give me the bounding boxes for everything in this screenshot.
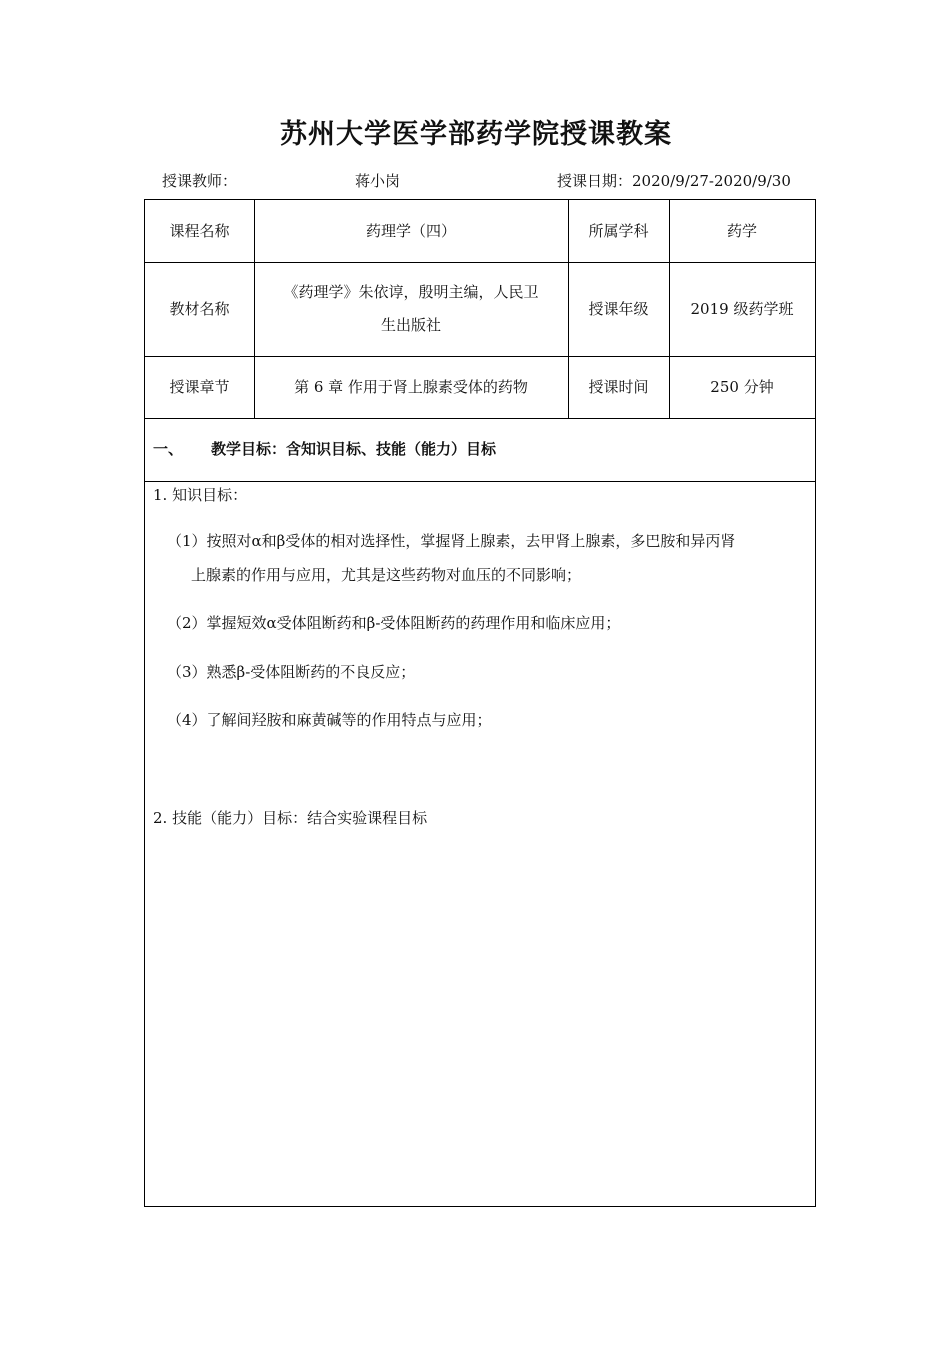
grade-value: 2019 级药学班 xyxy=(690,299,794,318)
subject-label: 所属学科 xyxy=(588,221,649,240)
skill-heading: 2. 技能（能力）目标：结合实验课程目标 xyxy=(153,809,428,827)
objective-item xyxy=(167,655,812,689)
teacher-label: 授课教师： xyxy=(162,172,238,190)
course-name-value: 药理学（四） xyxy=(365,221,456,240)
page-title: 苏州大学医学部药学院授课教案 xyxy=(280,119,672,150)
objective-item xyxy=(167,524,812,592)
course-name-label: 课程名称 xyxy=(169,221,230,240)
objective-item xyxy=(167,703,812,737)
row-divider xyxy=(145,418,815,419)
objective-text: 上腺素的作用与应用，尤其是这些药物对血压的不同影响； xyxy=(191,566,582,584)
teacher-name: 蒋小岗 xyxy=(355,172,401,190)
textbook-value-line: 《药理学》朱依谆，殷明主编，人民卫 xyxy=(283,283,539,301)
lesson-plan-table xyxy=(144,199,816,1207)
section-heading xyxy=(153,438,496,459)
textbook-value-line: 生出版社 xyxy=(380,316,441,334)
time-value: 250 分钟 xyxy=(710,377,774,396)
objective-text: （4）了解间羟胺和麻黄碱等的作用特点与应用； xyxy=(167,711,492,729)
objective-text: （1）按照对α和β受体的相对选择性，掌握肾上腺素，去甲肾上腺素，多巴胺和异丙肾 xyxy=(167,532,736,550)
textbook-value xyxy=(254,262,568,356)
objective-item xyxy=(167,606,812,640)
textbook-label: 教材名称 xyxy=(169,299,230,318)
time-label: 授课时间 xyxy=(588,377,649,396)
subject-value: 药学 xyxy=(726,221,757,240)
chapter-label: 授课章节 xyxy=(169,377,230,396)
objective-text: （2）掌握短效α受体阻断药和β-受体阻断药的药理作用和临床应用； xyxy=(167,614,621,632)
section-title: 教学目标：含知识目标、技能（能力）目标 xyxy=(211,440,497,458)
section-number: 一、 xyxy=(153,440,184,458)
chapter-value: 第 6 章 作用于肾上腺素受体的药物 xyxy=(294,377,528,396)
objective-text: （3）熟悉β-受体阻断药的不良反应； xyxy=(167,663,416,681)
grade-label: 授课年级 xyxy=(588,299,649,318)
lecture-date: 授课日期：2020/9/27-2020/9/30 xyxy=(557,172,791,190)
knowledge-heading: 1. 知识目标： xyxy=(153,486,248,504)
